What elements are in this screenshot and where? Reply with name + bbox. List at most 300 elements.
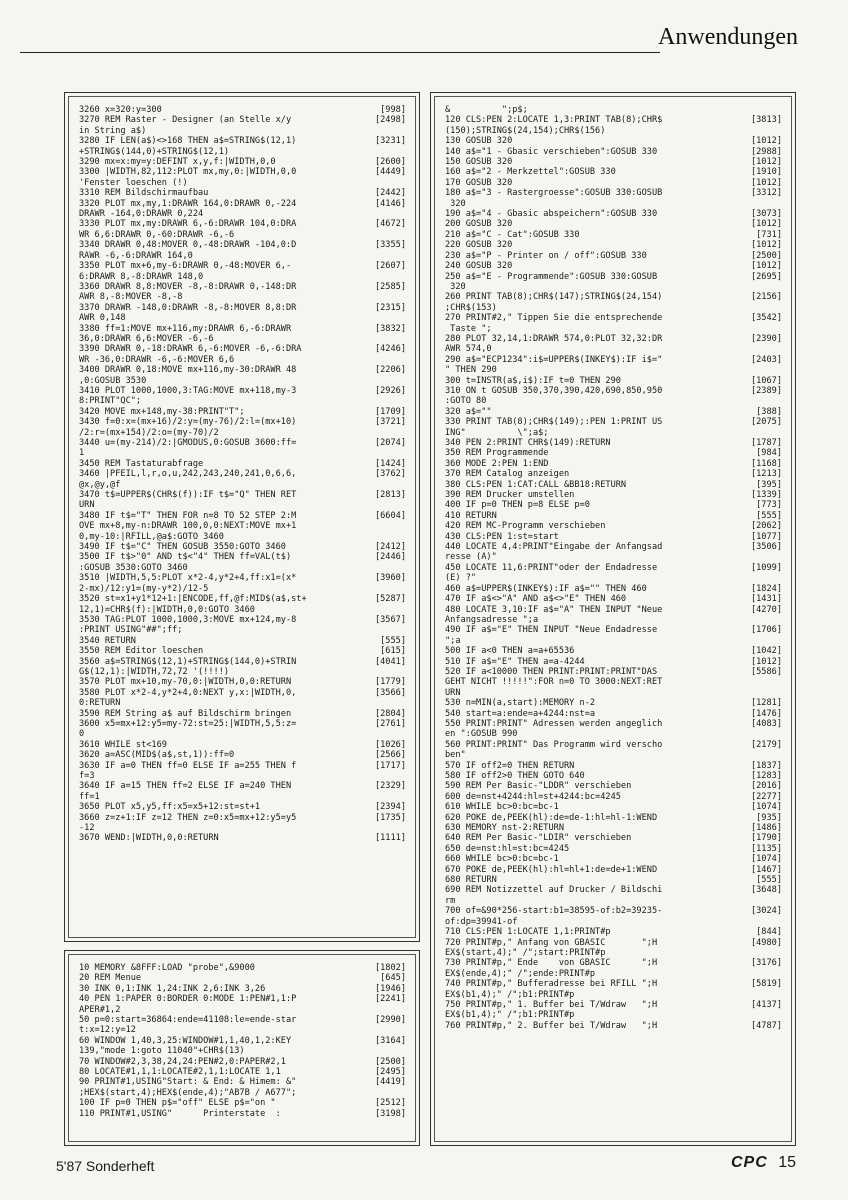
code-text: 530 n=MIN(a,start):MEMORY n-2 — [445, 698, 596, 709]
code-text: 710 CLS:PEN 1:LOCATE 1,1:PRINT#p — [445, 927, 611, 938]
checksum: [395] — [756, 479, 782, 490]
code-text: 500 IF a<0 THEN a=a+65536 — [445, 646, 575, 657]
checksum: [1012] — [750, 261, 782, 272]
checksum: [1709] — [374, 406, 406, 417]
checksum: [1012] — [750, 240, 782, 251]
checksum: [1074] — [750, 854, 782, 865]
code-line — [79, 963, 406, 973]
code-line — [445, 542, 782, 552]
checksum: [1790] — [750, 833, 782, 844]
code-text: 600 de=nst+4244:hl=st+4244:bc=4245 — [445, 791, 621, 802]
code-line — [445, 969, 782, 979]
code-line — [445, 313, 782, 323]
checksum: [4980] — [750, 937, 782, 948]
code-text: AWR 574,0 — [445, 344, 492, 355]
code-text: GEHT NICHT !!!!!":FOR n=0 TO 3000:NEXT:RET — [445, 677, 663, 688]
code-line — [79, 376, 406, 386]
checksum: [2206] — [374, 365, 406, 376]
checksum: [1074] — [750, 802, 782, 813]
code-text: Taste "; — [445, 323, 492, 334]
code-line — [79, 303, 406, 313]
code-line — [445, 282, 782, 292]
code-text: 8:PRINT"QC"; — [79, 396, 142, 407]
code-line — [445, 584, 782, 594]
code-text: 3650 PLOT x5,y5,ff:x5=x5+12:st=st+1 — [79, 802, 261, 813]
code-text: 90 PRINT#1,USING"Start: & End: & Himem: &" — [79, 1077, 297, 1088]
code-text: 220 GOSUB 320 — [445, 240, 513, 251]
code-line — [445, 1021, 782, 1031]
code-text: AWR 8,-8:MOVER -8,-8 — [79, 292, 183, 303]
code-text: 720 PRINT#p," Anfang von GBASIC ";H — [445, 937, 658, 948]
code-text: 120 CLS:PEN 2:LOCATE 1,3:PRINT TAB(8);CHR$ — [445, 115, 663, 126]
code-line — [445, 979, 782, 989]
code-text: 6:DRAWR 8,-8:DRAWR 148,0 — [79, 271, 204, 282]
code-line — [79, 438, 406, 448]
checksum: [1012] — [750, 157, 782, 168]
code-line — [79, 740, 406, 750]
code-line — [445, 105, 782, 115]
code-line — [79, 1088, 406, 1098]
code-line — [79, 428, 406, 438]
code-line — [445, 240, 782, 250]
code-text: 370 REM Catalog anzeigen — [445, 469, 570, 480]
checksum: [4083] — [750, 718, 782, 729]
code-line — [79, 729, 406, 739]
code-text: 210 a$="C - Cat":GOSUB 330 — [445, 229, 580, 240]
checksum: [2062] — [750, 521, 782, 532]
code-text: ff=1 — [79, 791, 100, 802]
code-text: /2:r=(mx+154)/2:o=(my-70)/2 — [79, 427, 219, 438]
code-text: 700 of=&90*256-start:b1=38595-of:b2=39235- — [445, 906, 663, 917]
code-line — [79, 1025, 406, 1035]
checksum: [1717] — [374, 760, 406, 771]
code-line — [79, 334, 406, 344]
code-line — [445, 677, 782, 687]
checksum: [3198] — [374, 1108, 406, 1119]
code-text: -12 — [79, 823, 95, 834]
code-text: 30 INK 0,1:INK 1,24:INK 2,6:INK 3,26 — [79, 983, 266, 994]
code-line — [79, 994, 406, 1004]
code-line — [79, 365, 406, 375]
checksum: [5586] — [750, 666, 782, 677]
code-line — [445, 802, 782, 812]
code-text: 660 WHILE bc>0:bc=bc-1 — [445, 854, 559, 865]
checksum: [5287] — [374, 594, 406, 605]
code-line — [445, 386, 782, 396]
code-line — [445, 688, 782, 698]
checksum: [3542] — [750, 313, 782, 324]
code-line — [445, 729, 782, 739]
checksum: [4672] — [374, 219, 406, 230]
checksum: [2277] — [750, 791, 782, 802]
checksum: [1111] — [374, 833, 406, 844]
code-text: 280 PLOT 32,14,1:DRAWR 574,0:PLOT 32,32:DR — [445, 333, 663, 344]
code-line — [445, 906, 782, 916]
code-text: 360 MODE 2:PEN 1:END — [445, 458, 549, 469]
code-text: 3410 PLOT 1000,1000,3:TAG:MOVE mx+118,my-3 — [79, 385, 297, 396]
code-line — [79, 313, 406, 323]
code-text: 3580 PLOT x*2-4,y*2+4,0:NEXT y,x:|WIDTH,0, — [79, 687, 297, 698]
checksum: [3566] — [374, 687, 406, 698]
code-text: 440 LOCATE 4,4:PRINT"Eingabe der Anfangsad — [445, 542, 663, 553]
code-line — [79, 584, 406, 594]
code-line — [79, 188, 406, 198]
code-line — [445, 709, 782, 719]
code-line — [445, 147, 782, 157]
code-text: ING" \";a$; — [445, 427, 549, 438]
code-line — [79, 719, 406, 729]
code-line — [445, 365, 782, 375]
code-text: +STRING$(144,0)+STRING$(12,1) — [79, 146, 230, 157]
checksum: [2442] — [374, 188, 406, 199]
code-line — [79, 781, 406, 791]
code-line — [79, 542, 406, 552]
page-footer — [731, 1154, 796, 1172]
code-text: 190 a$="4 - Gbasic abspeichern":GOSUB 330 — [445, 209, 658, 220]
code-text: of:dp=39941-of — [445, 916, 518, 927]
code-text: 230 a$="P - Printer on / off":GOSUB 330 — [445, 250, 647, 261]
code-text: 180 a$="3 - Rastergroesse":GOSUB 330:GOSUB — [445, 188, 663, 199]
code-line — [445, 376, 782, 386]
checksum: [5819] — [750, 979, 782, 990]
code-text: 10 MEMORY &8FFF:LOAD "probe",&9000 — [79, 963, 255, 973]
code-line — [445, 303, 782, 313]
checksum: [1042] — [750, 646, 782, 657]
code-text: ,0:GOSUB 3530 — [79, 375, 147, 386]
code-text: 36,0:DRAWR 6,6:MOVER -6,-6 — [79, 333, 214, 344]
checksum: [2500] — [374, 1056, 406, 1067]
checksum: [4787] — [750, 1020, 782, 1031]
code-text: G$(12,1):|WIDTH,72,72 '(!!!!) — [79, 666, 230, 677]
code-line — [445, 875, 782, 885]
code-line — [79, 324, 406, 334]
code-text: 550 PRINT:PRINT" Adressen werden angeglich — [445, 718, 663, 729]
code-line — [445, 740, 782, 750]
code-text: 3400 DRAWR 0,18:MOVE mx+116,my-30:DRAWR 48 — [79, 365, 297, 376]
checksum: [1067] — [750, 375, 782, 386]
code-text: 610 WHILE bc>0:bc=bc-1 — [445, 802, 559, 813]
checksum: [1026] — [374, 739, 406, 750]
code-line — [445, 573, 782, 583]
code-line — [79, 230, 406, 240]
checksum: [1837] — [750, 760, 782, 771]
code-text: OVE mx+8,my-n:DRAWR 100,0,0:NEXT:MOVE mx+1 — [79, 521, 297, 532]
checksum: [555] — [756, 510, 782, 521]
code-text: 480 LOCATE 3,10:IF a$="A" THEN INPUT "Neue — [445, 604, 663, 615]
checksum: [4270] — [750, 604, 782, 615]
magazine-logo: CPC — [730, 1154, 768, 1171]
code-text: 3550 REM Editor loeschen — [79, 646, 204, 657]
code-line — [445, 417, 782, 427]
checksum: [615] — [380, 646, 406, 657]
code-line — [79, 167, 406, 177]
code-line — [445, 438, 782, 448]
code-line — [445, 459, 782, 469]
code-line — [445, 500, 782, 510]
checksum: [3832] — [374, 323, 406, 334]
code-line — [79, 573, 406, 583]
code-text: 3470 t$=UPPER$(CHR$(f)):IF t$="Q" THEN RET — [79, 490, 297, 501]
code-line — [445, 521, 782, 531]
code-text: 260 PRINT TAB(8);CHR$(147);STRING$(24,154) — [445, 292, 663, 303]
code-line — [445, 917, 782, 927]
code-text: 3640 IF a=15 THEN ff=2 ELSE IF a=240 THEN — [79, 781, 292, 792]
code-text: 270 PRINT#2," Tippen Sie die entsprechende — [445, 313, 663, 324]
code-line — [445, 428, 782, 438]
code-text: 330 PRINT TAB(8);CHR$(149);:PEN 1:PRINT US — [445, 417, 663, 428]
checksum: [1012] — [750, 136, 782, 147]
code-line — [445, 719, 782, 729]
code-line — [79, 126, 406, 136]
code-line — [445, 469, 782, 479]
checksum: [1168] — [750, 458, 782, 469]
code-line — [445, 625, 782, 635]
code-text: 3670 WEND:|WIDTH,0,0:RETURN — [79, 833, 219, 844]
checksum: [2074] — [374, 438, 406, 448]
code-line — [445, 480, 782, 490]
code-line — [79, 1046, 406, 1056]
code-text: 20 REM Menue — [79, 973, 142, 984]
checksum: [1910] — [750, 167, 782, 178]
code-text: 80 LOCATE#1,1,1:LOCATE#2,1,1:LOCATE 1,1 — [79, 1067, 281, 1078]
code-line — [79, 199, 406, 209]
code-text: 3560 a$=STRING$(12,1)+STRING$(144,0)+STRIN — [79, 656, 297, 667]
code-line — [79, 521, 406, 531]
checksum: [3648] — [750, 885, 782, 896]
code-line — [79, 469, 406, 479]
code-line — [79, 511, 406, 521]
code-line — [79, 1036, 406, 1046]
checksum: [2394] — [374, 802, 406, 813]
checksum: [1339] — [750, 490, 782, 501]
code-line — [445, 927, 782, 937]
checksum: [2412] — [374, 542, 406, 553]
code-line — [445, 355, 782, 365]
code-text: APER#1,2 — [79, 1004, 121, 1015]
code-text: 540 start=a:ende=a+4244:nst=a — [445, 708, 596, 719]
code-line — [445, 594, 782, 604]
code-text: 3530 TAG:PLOT 1000,1000,3:MOVE mx+124,my-8 — [79, 614, 297, 625]
code-text: :GOTO 80 — [445, 396, 487, 407]
checksum: [3164] — [374, 1035, 406, 1046]
code-text: 350 REM Programmende — [445, 448, 549, 459]
code-text: 670 POKE de,PEEK(hl):hl=hl+1:de=de+1:WEND — [445, 864, 658, 875]
code-line — [79, 219, 406, 229]
code-text: EX$(b1,4);" /";b1:PRINT#p — [445, 1010, 575, 1021]
code-line — [79, 813, 406, 823]
code-line — [445, 126, 782, 136]
code-line — [79, 448, 406, 458]
checksum: [555] — [756, 875, 782, 886]
code-line — [445, 948, 782, 958]
code-text: 40 PEN 1:PAPER 0:BORDER 0:MODE 1:PEN#1,1:P — [79, 994, 297, 1005]
code-line — [79, 1005, 406, 1015]
checksum: [4146] — [374, 198, 406, 209]
code-line — [445, 167, 782, 177]
code-line — [79, 157, 406, 167]
checksum: [1431] — [750, 594, 782, 605]
code-text: 110 PRINT#1,USING" Printerstate : — [79, 1108, 281, 1119]
code-text: 300 t=INSTR(a$,i$):IF t=0 THEN 290 — [445, 375, 621, 386]
code-line — [445, 511, 782, 521]
code-text: 'Fenster loeschen (!) — [79, 177, 188, 188]
code-line — [79, 1015, 406, 1025]
code-line — [79, 292, 406, 302]
code-text: 3390 DRAWR 0,-18:DRAWR 6,-6:MOVER -6,-6:DRA — [79, 344, 302, 355]
code-text: 620 POKE de,PEEK(hl):de=de-1:hl=hl-1:WEND — [445, 812, 658, 823]
code-line — [79, 105, 406, 115]
code-text: 290 a$="ECP1234":i$=UPPER$(INKEY$):IF i$=" — [445, 354, 663, 365]
code-text: 680 RETURN — [445, 875, 497, 886]
code-text: EX$(ende,4);" /";ende:PRINT#p — [445, 968, 596, 979]
code-line — [79, 1109, 406, 1119]
code-text: 0 — [79, 729, 85, 740]
code-line — [79, 636, 406, 646]
code-text: 320 — [445, 281, 466, 292]
code-line — [445, 532, 782, 542]
code-text: 460 a$=UPPER$(INKEY$):IF a$="" THEN 460 — [445, 583, 647, 594]
code-text: 3330 PLOT mx,my:DRAWR 6,-6:DRAWR 104,0:DRA — [79, 219, 297, 230]
checksum: [1946] — [374, 983, 406, 994]
code-text: DRAWR -164,0:DRAWR 0,224 — [79, 209, 204, 220]
code-text: 3620 a=ASC(MID$(a$,st,1)):ff=0 — [79, 750, 235, 761]
code-line — [445, 958, 782, 968]
code-line — [79, 1077, 406, 1087]
code-text: 1 — [79, 448, 85, 459]
code-text: 3630 IF a=0 THEN ff=0 ELSE IF a=255 THEN f — [79, 760, 297, 771]
code-line — [445, 636, 782, 646]
code-text: 2-mx)/12:y1=(my-y*2)/12-5 — [79, 583, 209, 594]
code-line — [79, 115, 406, 125]
code-text: 470 IF a$<>"A" AND a$<>"E" THEN 460 — [445, 594, 627, 605]
listing-box-left-bottom — [64, 950, 420, 1146]
checksum: [4246] — [374, 344, 406, 355]
code-line — [445, 865, 782, 875]
checksum: [2016] — [750, 781, 782, 792]
code-line — [445, 1010, 782, 1020]
checksum: [3567] — [374, 614, 406, 625]
code-text: " THEN 290 — [445, 365, 497, 376]
checksum: [2804] — [374, 708, 406, 719]
code-text: (E) ?" — [445, 573, 477, 584]
checksum: [731] — [756, 229, 782, 240]
section-title: Anwendungen — [658, 24, 798, 50]
checksum: [3721] — [374, 417, 406, 428]
code-text: 590 REM Per Basic-"LDDR" verschieben — [445, 781, 632, 792]
code-text: 3500 IF t$>"0" AND t$<"4" THEN ff=VAL(t$) — [79, 552, 292, 563]
code-line — [445, 272, 782, 282]
code-line — [445, 750, 782, 760]
code-text: 3570 PLOT mx+10,my-70,0:|WIDTH,0,0:RETURN — [79, 677, 292, 688]
code-line — [445, 854, 782, 864]
checksum: [388] — [756, 406, 782, 417]
code-line — [445, 844, 782, 854]
code-text: 560 PRINT:PRINT" Das Programm wird verscho — [445, 739, 663, 750]
code-line — [79, 761, 406, 771]
code-line — [79, 594, 406, 604]
code-line — [445, 324, 782, 334]
code-line — [79, 532, 406, 542]
code-text: 3260 x=320:y=300 — [79, 105, 162, 115]
checksum: [2495] — [374, 1067, 406, 1078]
code-text: in String a$) — [79, 125, 147, 136]
code-line — [79, 605, 406, 615]
checksum: [3231] — [374, 136, 406, 147]
checksum: [2926] — [374, 385, 406, 396]
code-line — [445, 563, 782, 573]
code-line — [79, 667, 406, 677]
code-text: 0,my-10:|RFILL,@a$:GOTO 3460 — [79, 531, 224, 542]
code-text: WR 6,6:DRAWR 0,-60:DRAWR -6,-6 — [79, 229, 235, 240]
checksum: [1283] — [750, 771, 782, 781]
checksum: [1424] — [374, 458, 406, 469]
code-text: @x,@y,@f — [79, 479, 121, 490]
code-line — [445, 334, 782, 344]
code-text: f=3 — [79, 771, 95, 781]
code-line — [79, 344, 406, 354]
checksum: [2813] — [374, 490, 406, 501]
code-line — [79, 563, 406, 573]
checksum: [2585] — [374, 281, 406, 292]
code-line — [445, 813, 782, 823]
checksum: [645] — [380, 973, 406, 984]
code-line — [445, 896, 782, 906]
code-line — [445, 990, 782, 1000]
checksum: [2403] — [750, 354, 782, 365]
code-text: 3350 PLOT mx+6,my-6:DRAWR 0,-48:MOVER 6,- — [79, 261, 292, 272]
code-line — [79, 709, 406, 719]
checksum: [1735] — [374, 812, 406, 823]
code-line — [79, 480, 406, 490]
code-text: 160 a$="2 - Merkzettel":GOSUB 330 — [445, 167, 616, 178]
checksum: [3960] — [374, 573, 406, 584]
code-text: EX$(start,4);" /";start:PRINT#p — [445, 947, 606, 958]
code-text: 50 p=0:start=36864:ende=41108:le=ende-star — [79, 1015, 297, 1026]
code-line — [445, 823, 782, 833]
code-line — [79, 386, 406, 396]
code-line — [79, 657, 406, 667]
code-line — [445, 698, 782, 708]
checksum: [6604] — [374, 510, 406, 521]
code-text: EX$(b1,4);" /";b1:PRINT#p — [445, 989, 575, 1000]
checksum: [2498] — [374, 115, 406, 126]
code-line — [445, 344, 782, 354]
code-line — [79, 698, 406, 708]
code-line — [445, 448, 782, 458]
code-text: 3420 MOVE mx+148,my-38:PRINT"T"; — [79, 406, 245, 417]
code-text: 320 — [445, 198, 466, 209]
code-text: 3490 IF t$="C" THEN GOSUB 3550:GOTO 3460 — [79, 542, 286, 553]
code-text: rm — [445, 895, 456, 906]
code-line — [79, 282, 406, 292]
code-line — [445, 667, 782, 677]
code-line — [79, 272, 406, 282]
code-line — [445, 396, 782, 406]
code-line — [445, 157, 782, 167]
code-line — [445, 792, 782, 802]
checksum: [2241] — [374, 994, 406, 1005]
code-line — [79, 1067, 406, 1077]
code-text: 320 a$="" — [445, 406, 492, 417]
code-line — [79, 355, 406, 365]
code-line — [79, 750, 406, 760]
code-text: 3600 x5=mx+12:y5=my-72:st=25:|WIDTH,5,5:z= — [79, 718, 297, 729]
checksum: [984] — [756, 448, 782, 459]
code-text: 310 ON t GOSUB 350,370,390,420,690,850,950 — [445, 385, 663, 396]
code-text: ben" — [445, 750, 466, 761]
checksum: [2315] — [374, 302, 406, 313]
code-text: 3290 mx=x:my=y:DEFINT x,y,f:|WIDTH,0,0 — [79, 157, 276, 168]
